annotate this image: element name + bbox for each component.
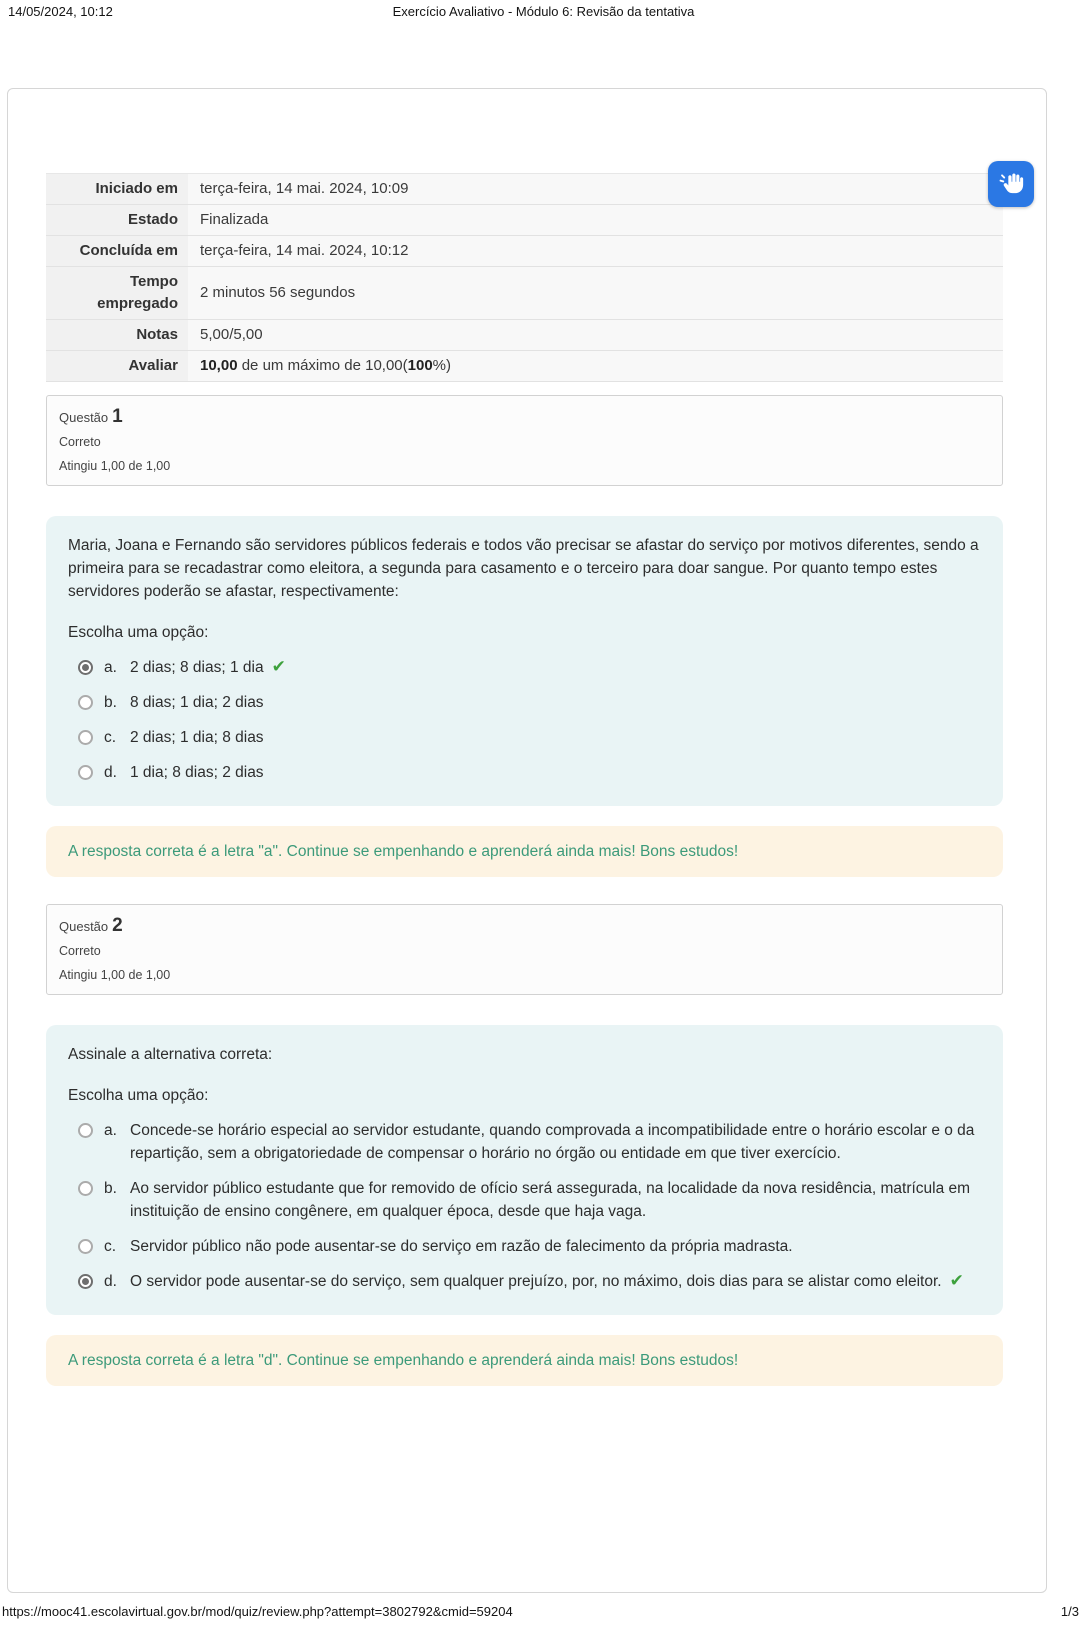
question-2-body [46,1025,1003,1315]
question-text: Assinale a alternativa correta: [68,1046,273,1063]
radio-q1-b[interactable] [78,695,93,710]
summary-label: Tempo empregado [46,267,188,320]
option-letter: b. [104,694,117,711]
radio-q1-c[interactable] [78,730,93,745]
source-url: https://mooc41.escolavirtual.gov.br/mod/quiz/review.php?attempt=3802792&cmid=59204 [2,1604,513,1619]
feedback-box: A resposta correta é a letra "a". Continue se empenhando e aprenderá ainda mais! Bons estudos! [46,826,1003,877]
options-list [68,1113,981,1299]
radio-q2-b[interactable] [78,1181,93,1196]
question-number-value: 1 [112,406,123,427]
summary-value: Finalizada [188,205,1003,236]
summary-value: terça-feira, 14 mai. 2024, 10:09 [188,174,1003,205]
option-letter: b. [104,1180,117,1197]
attempt-summary-table [46,173,1003,382]
option-letter: c. [104,1238,117,1255]
page-indicator: 1/3 [1060,1604,1079,1619]
grade-percent: 100 [407,357,433,374]
print-datetime: 14/05/2024, 10:12 [8,4,113,19]
grade-text-end: %) [432,357,452,374]
question-text: Maria, Joana e Fernando são servidores públicos federais e todos vão precisar se afastar do serviço por motivos diferentes, sendo a primeira para se recadastrar como eleitora, a segunda para casamento e o terceiro para doar sangue. Por quanto tempo estes servidores poderão se afastar, respectivamente: [68,537,979,600]
option-c [68,720,981,755]
option-text: 2 dias; 8 dias; 1 dia [130,659,264,676]
option-c [68,1229,981,1264]
question-number [59,406,990,428]
question-1-body [46,516,1003,806]
summary-row-grade [46,351,1003,382]
question-grade: Atingiu 1,00 de 1,00 [59,968,171,982]
option-letter: d. [104,764,117,781]
page-title: Exercício Avaliativo - Módulo 6: Revisão da tentativa [392,4,695,19]
option-d [68,1264,981,1299]
option-text: Ao servidor público estudante que for removido de ofício será assegurada, na localidade da nova residência, matrícula em instituição de ensino congênere, em qualquer época, desde que haja vaga. [130,1180,971,1220]
summary-label: Concluída em [46,236,188,267]
question-label: Questão [59,410,109,425]
choose-option-label: Escolha uma opção: [68,624,209,641]
option-text: 2 dias; 1 dia; 8 dias [130,729,264,746]
radio-q1-a[interactable] [78,660,93,675]
correct-check-icon: ✔ [949,1271,964,1290]
question-1 [46,395,1003,877]
radio-q2-c[interactable] [78,1239,93,1254]
summary-label: Iniciado em [46,174,188,205]
summary-row-time-taken [46,267,1003,320]
summary-label: Notas [46,320,188,351]
grade-value: 10,00 [200,357,238,374]
question-2-info-box [46,904,1003,995]
radio-q2-d[interactable] [78,1274,93,1289]
option-text: Concede-se horário especial ao servidor estudante, quando comprovada a incompatibilidade entre o horário escolar e o da repartição, sem a obrigatoriedade de compensar o horário no órgão ou entidade em que tiver exercício. [130,1122,975,1162]
print-footer [0,1602,1087,1619]
feedback-box: A resposta correta é a letra "d". Continue se empenhando e aprenderá ainda mais! Bons estudos! [46,1335,1003,1386]
summary-row-completed [46,236,1003,267]
option-a [68,650,981,685]
option-text: 8 dias; 1 dia; 2 dias [130,694,264,711]
option-a [68,1113,981,1171]
grade-text: de um máximo de 10,00( [237,357,408,374]
option-letter: a. [104,659,117,676]
question-1-info-box [46,395,1003,486]
option-letter: c. [104,729,117,746]
summary-value [188,351,1003,382]
correct-check-icon: ✔ [271,657,286,676]
option-text: O servidor pode ausentar-se do serviço, sem qualquer prejuízo, por, no máximo, dois dias para se alistar como eleitor. [130,1273,942,1290]
question-grade: Atingiu 1,00 de 1,00 [59,459,171,473]
question-label: Questão [59,919,109,934]
option-d [68,755,981,790]
options-list [68,650,981,790]
question-status: Correto [59,944,101,958]
summary-label: Avaliar [46,351,188,382]
option-text: 1 dia; 8 dias; 2 dias [130,764,264,781]
option-letter: d. [104,1273,117,1290]
radio-q1-d[interactable] [78,765,93,780]
handtalk-accessibility-button[interactable] [988,161,1034,207]
summary-row-marks [46,320,1003,351]
summary-label: Estado [46,205,188,236]
option-b [68,685,981,720]
question-2 [46,904,1003,1386]
hand-icon [997,168,1025,201]
option-b [68,1171,981,1229]
question-number-value: 2 [112,915,123,936]
summary-value: terça-feira, 14 mai. 2024, 10:12 [188,236,1003,267]
summary-value: 2 minutos 56 segundos [188,267,1003,320]
question-status: Correto [59,435,101,449]
radio-q2-a[interactable] [78,1123,93,1138]
quiz-review-card [7,88,1047,1593]
print-header [0,4,1087,22]
summary-row-started [46,174,1003,205]
choose-option-label: Escolha uma opção: [68,1087,209,1104]
option-letter: a. [104,1122,117,1139]
summary-value: 5,00/5,00 [188,320,1003,351]
summary-row-state [46,205,1003,236]
option-text: Servidor público não pode ausentar-se do serviço em razão de falecimento da própria madrasta. [130,1238,793,1255]
question-number [59,915,990,937]
